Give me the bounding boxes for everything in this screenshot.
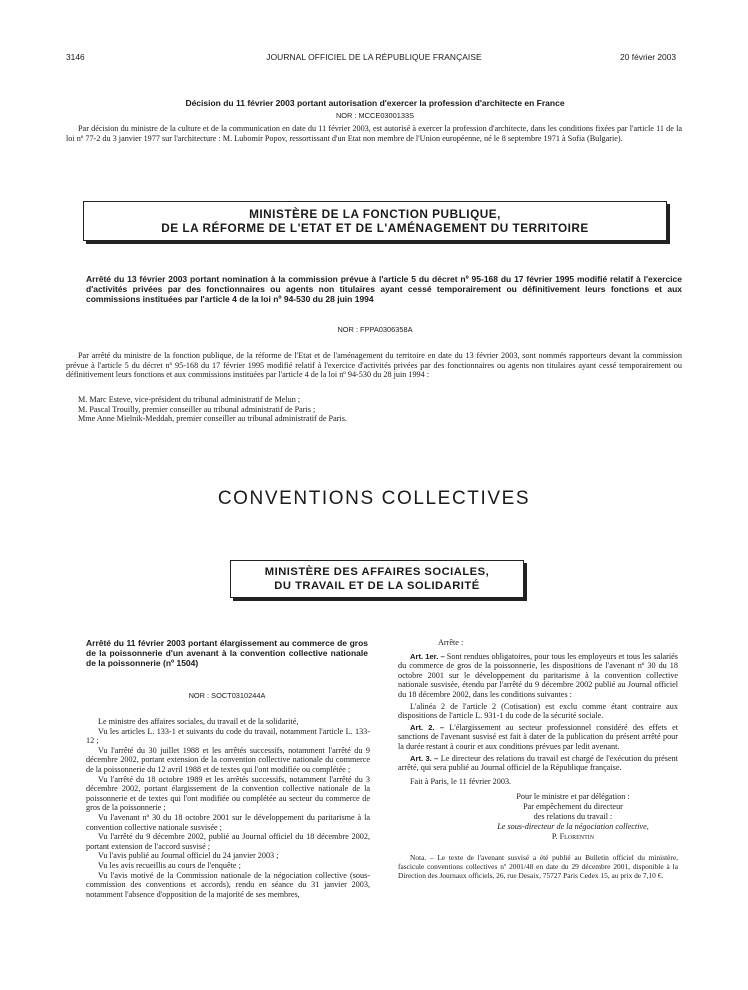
arrete-1-nor: NOR : FPPA0306358A <box>337 325 413 334</box>
journal-title: JOURNAL OFFICIEL DE LA RÉPUBLIQUE FRANÇAISE <box>266 52 482 62</box>
arrete-2-nor: NOR : SOCT0310244A <box>188 691 266 700</box>
name-item: Mme Anne Mielnik-Meddah, premier conseiller au tribunal administratif de Paris. <box>78 414 347 424</box>
article-1 <box>398 652 678 700</box>
name-item: M. Marc Esteve, vice-président du tribunal administratif de Melun ; <box>78 395 301 404</box>
paragraph: Le ministre des affaires sociales, du travail et de la solidarité, <box>98 717 299 726</box>
article-3 <box>398 754 678 773</box>
ministry-box-fonction-publique <box>83 201 667 241</box>
ministry-line-1: MINISTÈRE DE LA FONCTION PUBLIQUE, <box>249 207 501 221</box>
paragraph: Vu l'avenant nº 30 du 18 octobre 2001 sur le développement du paritarisme à la convention collective nationale susvisée ; <box>86 812 370 832</box>
article-text: L'alinéa 2 de l'article 2 (Cotisation) est exclu comme étant contraire aux dispositions de l'article L. 931-1 du code de la sécurité sociale. <box>398 701 678 721</box>
article-text: Le directeur des relations du travail est chargé de l'exécution du présent arrêté, qui sera publié au Journal officiel de la République française. <box>398 753 678 773</box>
section-title: CONVENTIONS COLLECTIVES <box>217 488 531 509</box>
arrete-2-right-column <box>398 638 678 880</box>
issue-date: 20 février 2003 <box>620 52 676 62</box>
arrete-2-title: Arrêté du 11 février 2003 portant élargissement au commerce de gros de la poissonnerie d'un avenant à la convention collective nationale de la poissonnerie (nº 1504) <box>86 638 368 668</box>
ministry-line-1: MINISTÈRE DES AFFAIRES SOCIALES, <box>264 566 490 578</box>
article-label: Art. 2. – <box>410 722 445 732</box>
article-label: Art. 3. – <box>410 753 439 763</box>
page-number: 3146 <box>66 52 85 62</box>
signature-line: Par empêchement du directeur <box>523 802 623 812</box>
paragraph: Vu les articles L. 133-1 et suivants du code du travail, notamment l'article L. 133-12 ; <box>86 726 370 746</box>
article-text: L'élargissement au secteur professionnel considéré des effets et sanctions de l'avenant susvisé est fait à dater de la publication du présent arrêté pour la durée restant à courir et aux conditions prévues par ledit avenant. <box>398 722 679 751</box>
paragraph: Vu l'avis motivé de la Commission nationale de la négociation collective (sous-commission des conventions et accords), rendu en séance du 31 janvier 2003, notamment l'absence d'opposition de la majorité de ses membres, <box>86 870 370 899</box>
paragraph: Vu l'avis publié au Journal officiel du 24 janvier 2003 ; <box>98 851 279 861</box>
ministry-box-affaires-sociales <box>230 560 524 598</box>
paragraph: Vu l'arrêté du 30 juillet 1988 et les arrêtés successifs, notamment l'arrêté du 9 décembre 2002, portant extension de la convention collective nationale du commerce de la poissonnerie du 12 avril 1988 et de textes qui l'ont modifiée ou complétée ; <box>86 745 370 774</box>
paragraph: Vu l'arrêté du 9 décembre 2002, publié au Journal officiel du 18 décembre 2002, portant extension de l'accord susvisé ; <box>86 832 370 851</box>
arrete-1-body: Par arrêté du ministre de la fonction publique, de la réforme de l'Etat et de l'aménagement du territoire en date du 13 février 2003, sont nommés rapporteurs devant la commission prévue à l'article 5 du décret nº 95-168 du 17 février 1995 modifié relatif à l'exercice d'activités privées par des fonctionnaires ou agents non titulaires ayant cessé temporairement ou définitivement leurs fonctions et aux commissions instituées par l'article 4 de la loi nº 94-530 du 28 juin 1994 : <box>66 351 682 380</box>
article-text: Sont rendues obligatoires, pour tous les employeurs et tous les salariés du commerce de gros de la poissonnerie, les dispositions de l'avenant nº 30 du 18 octobre 2001 sur le développement du paritarisme à la convention collective nationale susvisée, étendu par l'arrêté du 9 décembre 2002 publié au Journal officiel du 18 décembre 2002, dans les conditions suivantes : <box>398 651 678 699</box>
article-2 <box>398 723 678 752</box>
nota: Nota. – Le texte de l'avenant susvisé a été publié au Bulletin officiel du ministère, fascicule conventions collectives nº 2001/48 en date du 29 décembre 2001, disponible à la Direction des Journaux officiels, 26, rue Desaix, 75727 Paris Cedex 15, au prix de 7,10 €. <box>398 853 678 881</box>
ministry-line-2: DU TRAVAIL ET DE LA SOLIDARITÉ <box>274 580 480 592</box>
arrete-1-title: Arrêté du 13 février 2003 portant nomination à la commission prévue à l'article 5 du décret nº 95-168 du 17 février 1995 modifié relatif à l'exercice d'activités privées par des fonctionnaires ou agents non titulaires ayant cessé temporairement ou définitivement leurs fonctions et aux commissions instituées par l'article 4 de la loi nº 94-530 du 28 juin 1994 <box>86 274 682 304</box>
arrete-2-left-column <box>86 717 370 899</box>
arrete-1-names <box>78 395 682 424</box>
signed-date: Fait à Paris, le 11 février 2003. <box>410 776 512 786</box>
signature-line: Le sous-directeur de la négociation collective, <box>497 821 649 831</box>
decision-nor: NOR : MCCE0300133S <box>335 111 415 120</box>
article-label: Art. 1er. – <box>410 651 445 661</box>
decision-title: Décision du 11 février 2003 portant autorisation d'exercer la profession d'architecte en France <box>185 98 565 108</box>
article-1-paragraph-2 <box>398 702 678 721</box>
decision-body: Par décision du ministre de la culture et de la communication en date du 11 février 2003, est autorisé à exercer la profession d'architecte, dans les conditions fixées par l'article 11 de la loi nº 77-2 du 3 janvier 1977 sur l'architecture : M. Lubomir Popov, ressortissant d'un Etat non membre de l'Union européenne, né le 8 septembre 1971 à Sofia (Bulgarie). <box>66 124 682 143</box>
arrete-label: Arrête : <box>438 638 464 647</box>
paragraph: Vu les avis recueillis au cours de l'enquête ; <box>98 860 241 870</box>
ministry-line-2: DE LA RÉFORME DE L'ETAT ET DE L'AMÉNAGEMENT DU TERRITOIRE <box>161 221 589 235</box>
signatory-name: P. Florentin <box>551 831 595 841</box>
name-item: M. Pascal Trouilly, premier conseiller au tribunal administratif de Paris ; <box>78 404 316 414</box>
paragraph: Vu l'arrêté du 18 octobre 1989 et les arrêtés successifs, notamment l'arrêté du 3 décembre 2002, portant élargissement de la convention collective nationale de la poissonnerie et de textes qui l'ont modifiée ou complétée au secteur du commerce de gros de la poissonnerie ; <box>86 774 370 813</box>
signature-line: des relations du travail : <box>533 811 613 821</box>
signature-line: Pour le ministre et par délégation : <box>516 792 630 802</box>
signature-block <box>398 792 678 841</box>
